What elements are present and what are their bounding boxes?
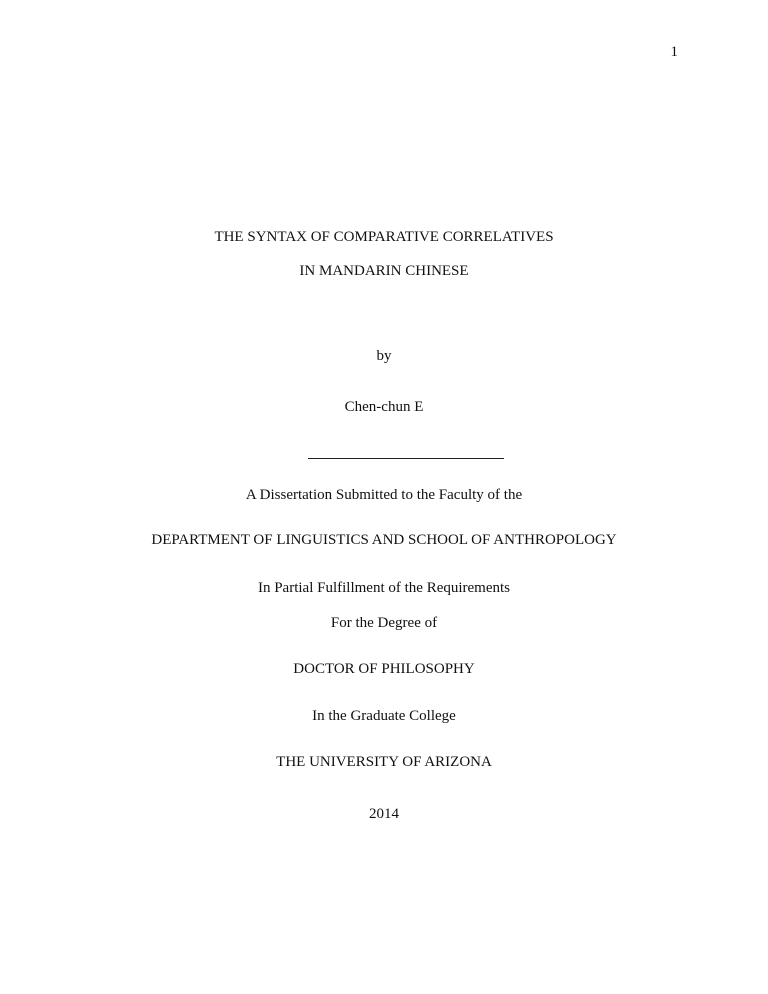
graduate-college: In the Graduate College: [312, 708, 456, 724]
page-number: 1: [670, 44, 678, 60]
university-name: THE UNIVERSITY OF ARIZONA: [276, 754, 492, 770]
fulfillment-statement: In Partial Fulfillment of the Requirements: [257, 580, 511, 596]
title-line-1: THE SYNTAX OF COMPARATIVE CORRELATIVES: [214, 229, 554, 245]
submission-year: 2014: [369, 806, 399, 822]
department-name: DEPARTMENT OF LINGUISTICS AND SCHOOL OF ANTHROPOLOGY: [151, 532, 617, 548]
title-line-2: IN MANDARIN CHINESE: [299, 263, 469, 279]
by-label: by: [376, 348, 392, 364]
submission-statement: A Dissertation Submitted to the Faculty of the: [245, 487, 523, 503]
author-name: Chen-chun E: [344, 399, 424, 415]
degree-name: DOCTOR OF PHILOSOPHY: [293, 661, 475, 677]
separator-rule: [308, 458, 504, 459]
degree-intro: For the Degree of: [330, 615, 438, 631]
